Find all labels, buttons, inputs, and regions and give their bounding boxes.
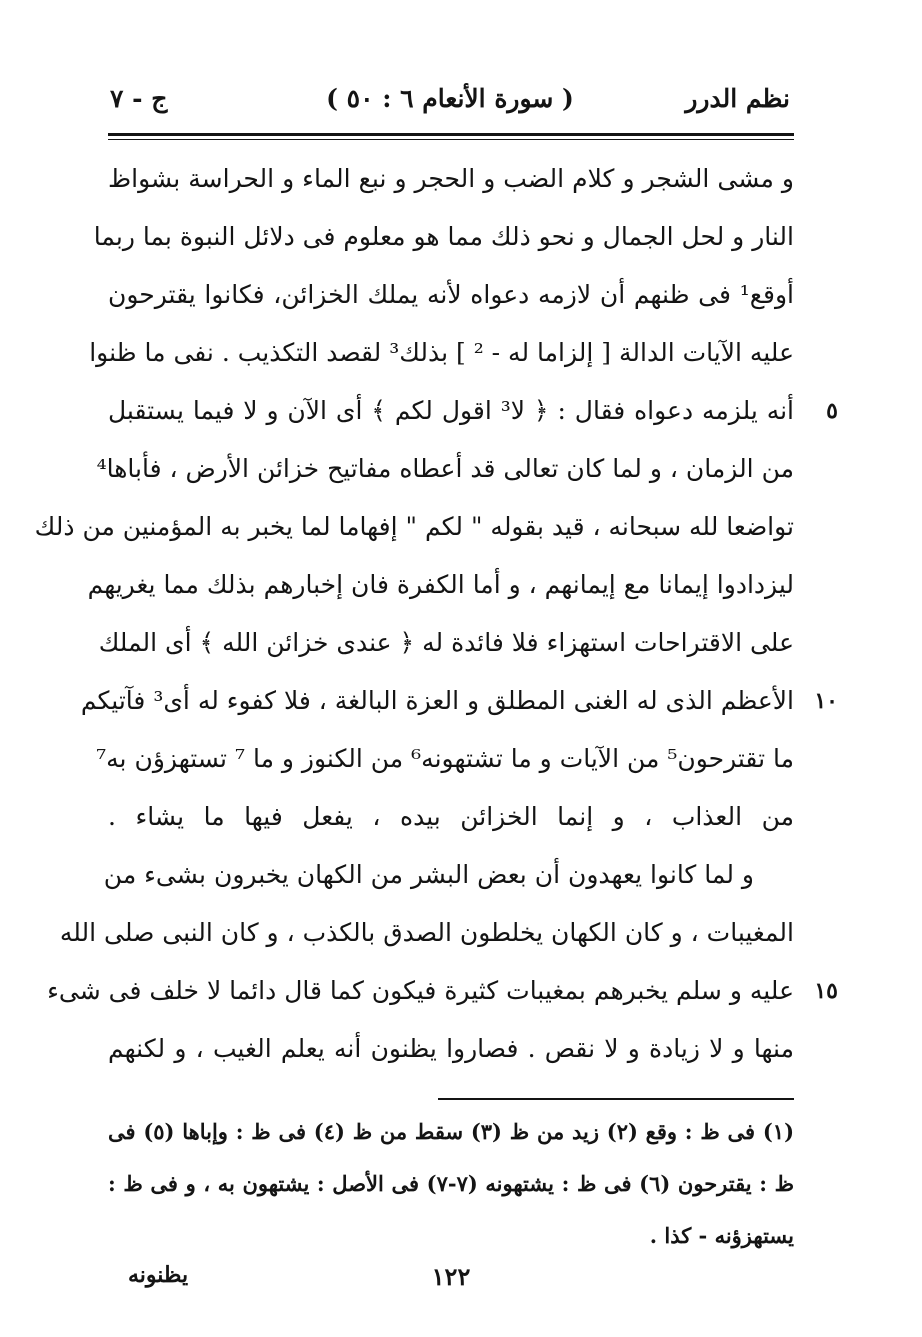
text-line-content: منها و لا زيادة و لا نقص . فصاروا يظنون أنه يعلم الغيب ، و لكنهم [108, 1034, 794, 1063]
text-line [98, 614, 794, 672]
catchword: يظنونه [128, 1262, 189, 1288]
header-rule-thick [108, 133, 794, 136]
main-text [34, 150, 838, 1078]
text-line [96, 730, 794, 788]
text-line-content: النار و لحل الجمال و نحو ذلك مما هو معلوم فى دلائل النبوة بما ربما [93, 222, 794, 251]
footnote-line [108, 1210, 794, 1262]
text-line [34, 498, 794, 556]
footnotes [108, 1106, 794, 1262]
text-line [103, 846, 794, 904]
text-line [108, 788, 794, 846]
footnote-text: (١) فى ظ : وقع (٢) زيد من ظ (٣) سقط من ظ (٤) فى ظ : وإباها (٥) فى [108, 1119, 795, 1144]
surah-reference: ( سورة الأنعام ٦ : ٥٠ ) [326, 84, 574, 113]
text-line [108, 150, 794, 208]
footnote-line [108, 1106, 794, 1158]
text-line [89, 324, 794, 382]
page-number: ١٢٢ [431, 1262, 471, 1291]
text-line-content: و مشى الشجر و كلام الضب و الحجر و نبع الماء و الحراسة بشواظ [108, 164, 794, 193]
footnote-rule [438, 1098, 794, 1100]
text-line-content: من العذاب ، و إنما الخزائن بيده ، يفعل فيها ما يشاء . [108, 802, 794, 831]
text-line [80, 672, 838, 730]
text-line [108, 266, 794, 324]
text-line-content: المغيبات ، و كان الكهان يخلطون الصدق بالكذب ، و كان النبى صلى الله [59, 918, 794, 947]
text-line-content: على الاقتراحات استهزاء فلا فائدة له ﴿ عندى خزائن الله ﴾ أى الملك [98, 628, 794, 657]
footnote-text: يستهزؤنه - كذا . [649, 1223, 794, 1248]
volume-number: ج - ٧ [110, 84, 168, 113]
text-line-content: من الزمان ، و لما كان تعالى قد أعطاه مفاتيح خزائن الأرض ، فأباها⁴ [96, 454, 794, 483]
text-line-content: أوقع¹ فى ظنهم أن لازمه دعواه لأنه يملك الخزائن، فكانوا يقترحون [108, 280, 794, 309]
text-line [47, 962, 838, 1020]
running-header [110, 76, 790, 124]
page-footer [108, 1262, 794, 1302]
text-line [108, 1020, 794, 1078]
text-line [108, 382, 838, 440]
line-number: ١٥ [814, 978, 838, 1004]
text-line [87, 556, 794, 614]
text-line [59, 904, 794, 962]
header-rule-thin [108, 139, 794, 140]
footnote-text: ظ : يقترحون (٦) فى ظ : يشتهونه (٧-٧) فى الأصل : يشتهون به ، و فى ظ : [108, 1171, 794, 1196]
text-line-content: أنه يلزمه دعواه فقال : ﴿ لا³ اقول لكم ﴾ أى الآن و لا فيما يستقبل [108, 396, 795, 425]
text-line-content: الأعظم الذى له الغنى المطلق و العزة البالغة ، فلا كفوء له أى³ فآتيكم [80, 686, 794, 715]
footnote-line [108, 1158, 794, 1210]
text-line-content: ما تقترحون⁵ من الآيات و ما تشتهونه⁶ من الكنوز و ما ⁷ تستهزؤن به⁷ [96, 744, 794, 773]
text-line [93, 208, 794, 266]
book-title: نظم الدرر [685, 84, 790, 113]
text-line-content: و لما كانوا يعهدون أن بعض البشر من الكهان يخبرون بشىء من [103, 860, 754, 889]
line-number: ١٠ [814, 688, 838, 714]
text-line-content: عليه و سلم يخبرهم بمغيبات كثيرة فيكون كما قال دائما لا خلف فى شىء [47, 976, 794, 1005]
text-line [96, 440, 794, 498]
text-line-content: عليه الآيات الدالة [ إلزاما له - ² ] بذلك³ لقصد التكذيب . نفى ما ظنوا [89, 338, 794, 367]
line-number: ٥ [826, 398, 838, 424]
text-line-content: ليزدادوا إيمانا مع إيمانهم ، و أما الكفرة فان إخبارهم بذلك مما يغريهم [87, 570, 794, 599]
text-line-content: تواضعا لله سبحانه ، قيد بقوله " لكم " إفهاما لما يخبر به المؤمنين من ذلك [34, 512, 794, 541]
